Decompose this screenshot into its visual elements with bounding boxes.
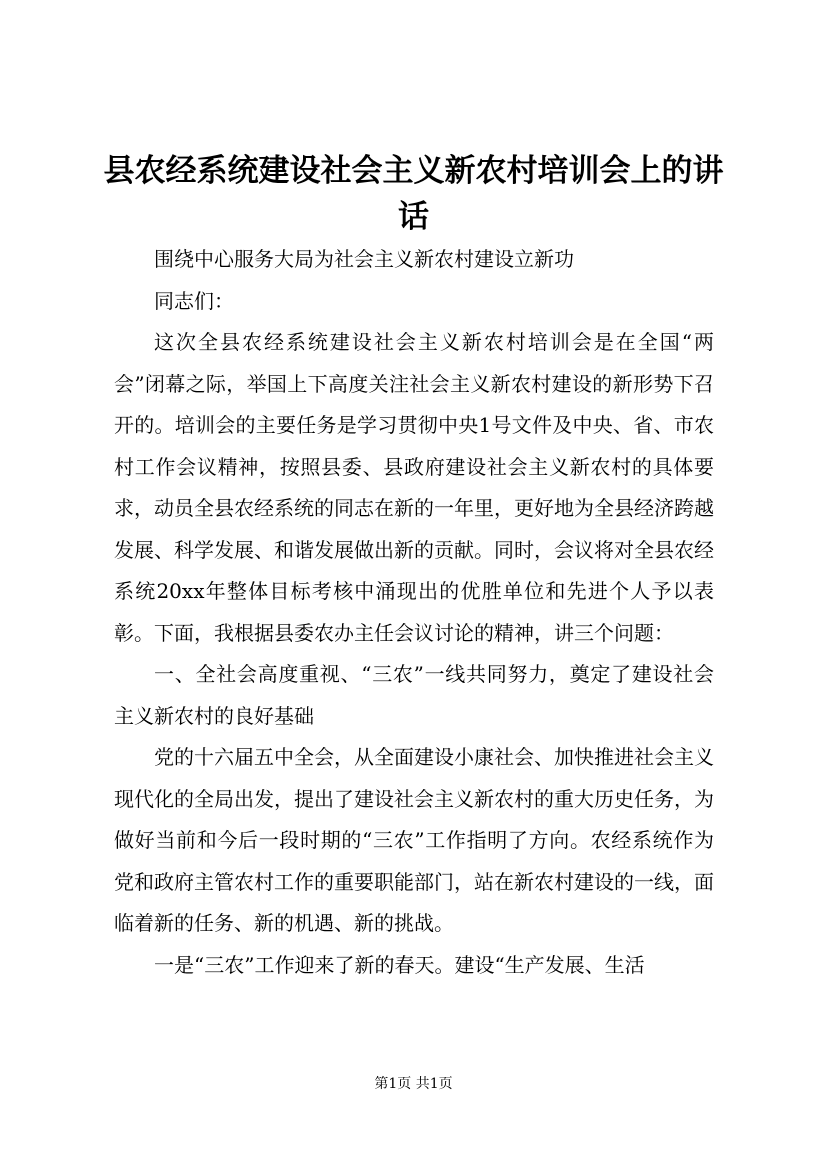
document-title: 县农经系统建设社会主义新农村培训会上的讲话: [103, 153, 724, 235]
salutation-paragraph: 同志们：: [154, 288, 234, 313]
intro-paragraph: 这次全县农经系统建设社会主义新农村培训会是在全国“两会”闭幕之际，举国上下高度关注社会主义新农村建设的新形势下召开的。培训会的主要任务是学习贯彻中央1号文件及中央、省、市农村工作会议精神，按照县委、县政府建设社会主义新农村的具体要求，动员全县农经系统的同志在新的一年里，更好地为全县经济跨越发展、科学发展、和谐发展做出新的贡献。同时，会议将对全县农经系统20xx年整体目标考核中涌现出的优胜单位和先进个人予以表彰。下面，我根据县委农办主任会议讨论的精神，讲三个问题：: [114, 330, 714, 645]
body-paragraph: 党的十六届五中全会，从全面建设小康社会、加快推进社会主义现代化的全局出发，提出了建设社会主义新农村的重大历史任务，为做好当前和今后一段时期的“三农”工作指明了方向。农经系统作为党和政府主管农村工作的重要职能部门，站在新农村建设的一线，面临着新的任务、新的机遇、新的挑战。: [114, 745, 714, 935]
page-number-footer: 第1页 共1页: [374, 1076, 453, 1092]
subtitle-paragraph: 围绕中心服务大局为社会主义新农村建设立新功: [154, 247, 574, 271]
body-paragraph: 一是“三农”工作迎来了新的春天。建设“生产发展、生活: [154, 952, 645, 977]
section-heading-1: 一、全社会高度重视、“三农”一线共同努力，奠定了建设社会主义新农村的良好基础: [114, 662, 714, 728]
document-body: [114, 239, 714, 986]
